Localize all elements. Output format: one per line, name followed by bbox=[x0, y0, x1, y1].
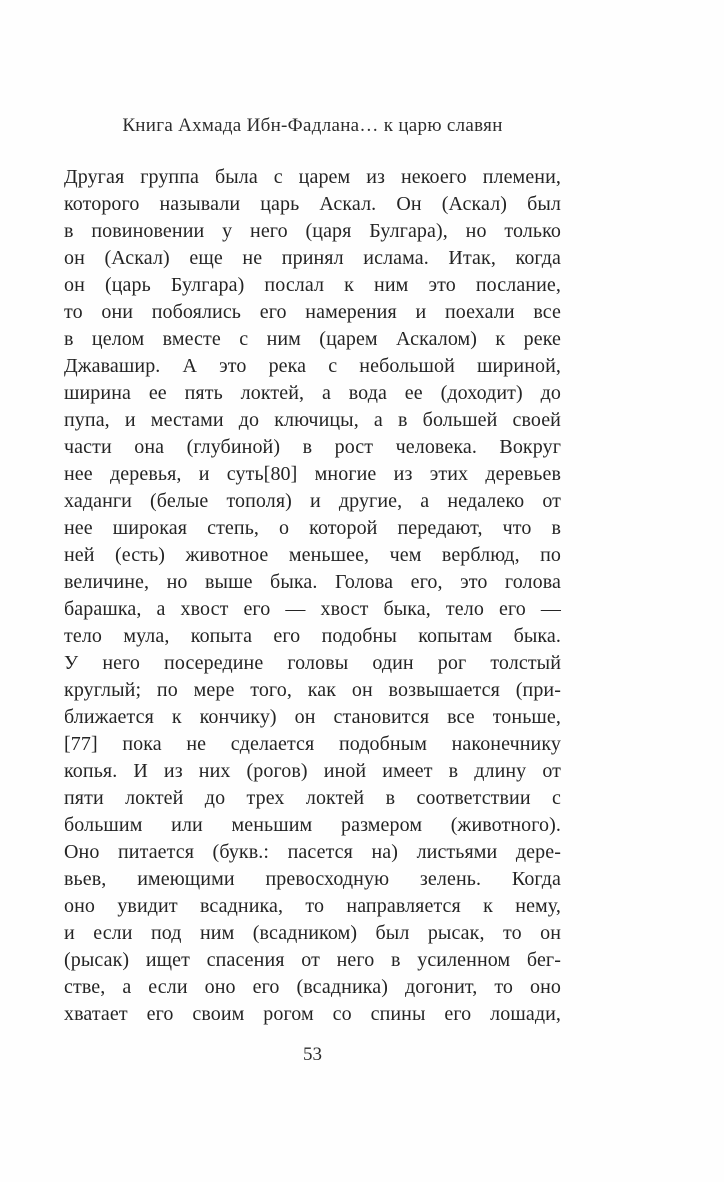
text-line: которого называли царь Аскал. Он (Аскал) был bbox=[64, 193, 561, 215]
text-line: величине, но выше быка. Голова его, это голова bbox=[64, 571, 561, 593]
text-line: Другая группа была с царем из некоего племени, bbox=[64, 166, 561, 188]
text-line: ближается к кончику) он становится все тоньше, bbox=[64, 706, 561, 728]
text-line: нее деревья, и суть[80] многие из этих деревьев bbox=[64, 463, 561, 485]
text-line: в повиновении у него (царя Булгара), но только bbox=[64, 220, 561, 242]
text-line: Оно питается (букв.: пасется на) листьями дере- bbox=[64, 841, 561, 863]
text-line: в целом вместе с ним (царем Аскалом) к реке bbox=[64, 328, 561, 350]
page-number: 53 bbox=[303, 1044, 322, 1065]
text-line: копья. И из них (рогов) иной имеет в длину от bbox=[64, 760, 561, 782]
text-line: ширина ее пять локтей, а вода ее (доходит) до bbox=[64, 382, 561, 404]
text-line: тело мула, копыта его подобны копытам быка. bbox=[64, 625, 561, 647]
text-line: (рысак) ищет спасения от него в усиленном бег- bbox=[64, 949, 561, 971]
text-line: он (Аскал) еще не принял ислама. Итак, когда bbox=[64, 247, 561, 269]
text-line: круглый; по мере того, как он возвышается (при- bbox=[64, 679, 561, 701]
text-line: оно увидит всадника, то направляется к нему, bbox=[64, 895, 561, 917]
text-line: пупа, и местами до ключицы, а в большей своей bbox=[64, 409, 561, 431]
text-line: стве, а если оно его (всадника) догонит, то оно bbox=[64, 976, 561, 998]
text-line: ней (есть) животное меньшее, чем верблюд, по bbox=[64, 544, 561, 566]
text-line: хаданги (белые тополя) и другие, а недалеко от bbox=[64, 490, 561, 512]
text-line: барашка, а хвост его — хвост быка, тело его — bbox=[64, 598, 561, 620]
text-line: [77] пока не сделается подобным наконечнику bbox=[64, 733, 561, 755]
text-line: и если под ним (всадником) был рысак, то он bbox=[64, 922, 561, 944]
text-line: хватает его своим рогом со спины его лошади, bbox=[64, 1003, 561, 1025]
text-line: большим или меньшим размером (животного). bbox=[64, 814, 561, 836]
text-line: он (царь Булгара) послал к ним это послание, bbox=[64, 274, 561, 296]
running-header: Книга Ахмада Ибн-Фадлана… к царю славян bbox=[122, 115, 503, 136]
text-line: нее широкая степь, о которой передают, что в bbox=[64, 517, 561, 539]
body-text bbox=[64, 164, 561, 1028]
text-line: Джавашир. А это река с небольшой шириной, bbox=[64, 355, 561, 377]
text-line: У него посередине головы один рог толстый bbox=[64, 652, 561, 674]
text-line: пяти локтей до трех локтей в соответствии с bbox=[64, 787, 561, 809]
text-line: вьев, имеющими превосходную зелень. Когда bbox=[64, 868, 561, 890]
text-line: части она (глубиной) в рост человека. Вокруг bbox=[64, 436, 561, 458]
text-line: то они побоялись его намерения и поехали все bbox=[64, 301, 561, 323]
